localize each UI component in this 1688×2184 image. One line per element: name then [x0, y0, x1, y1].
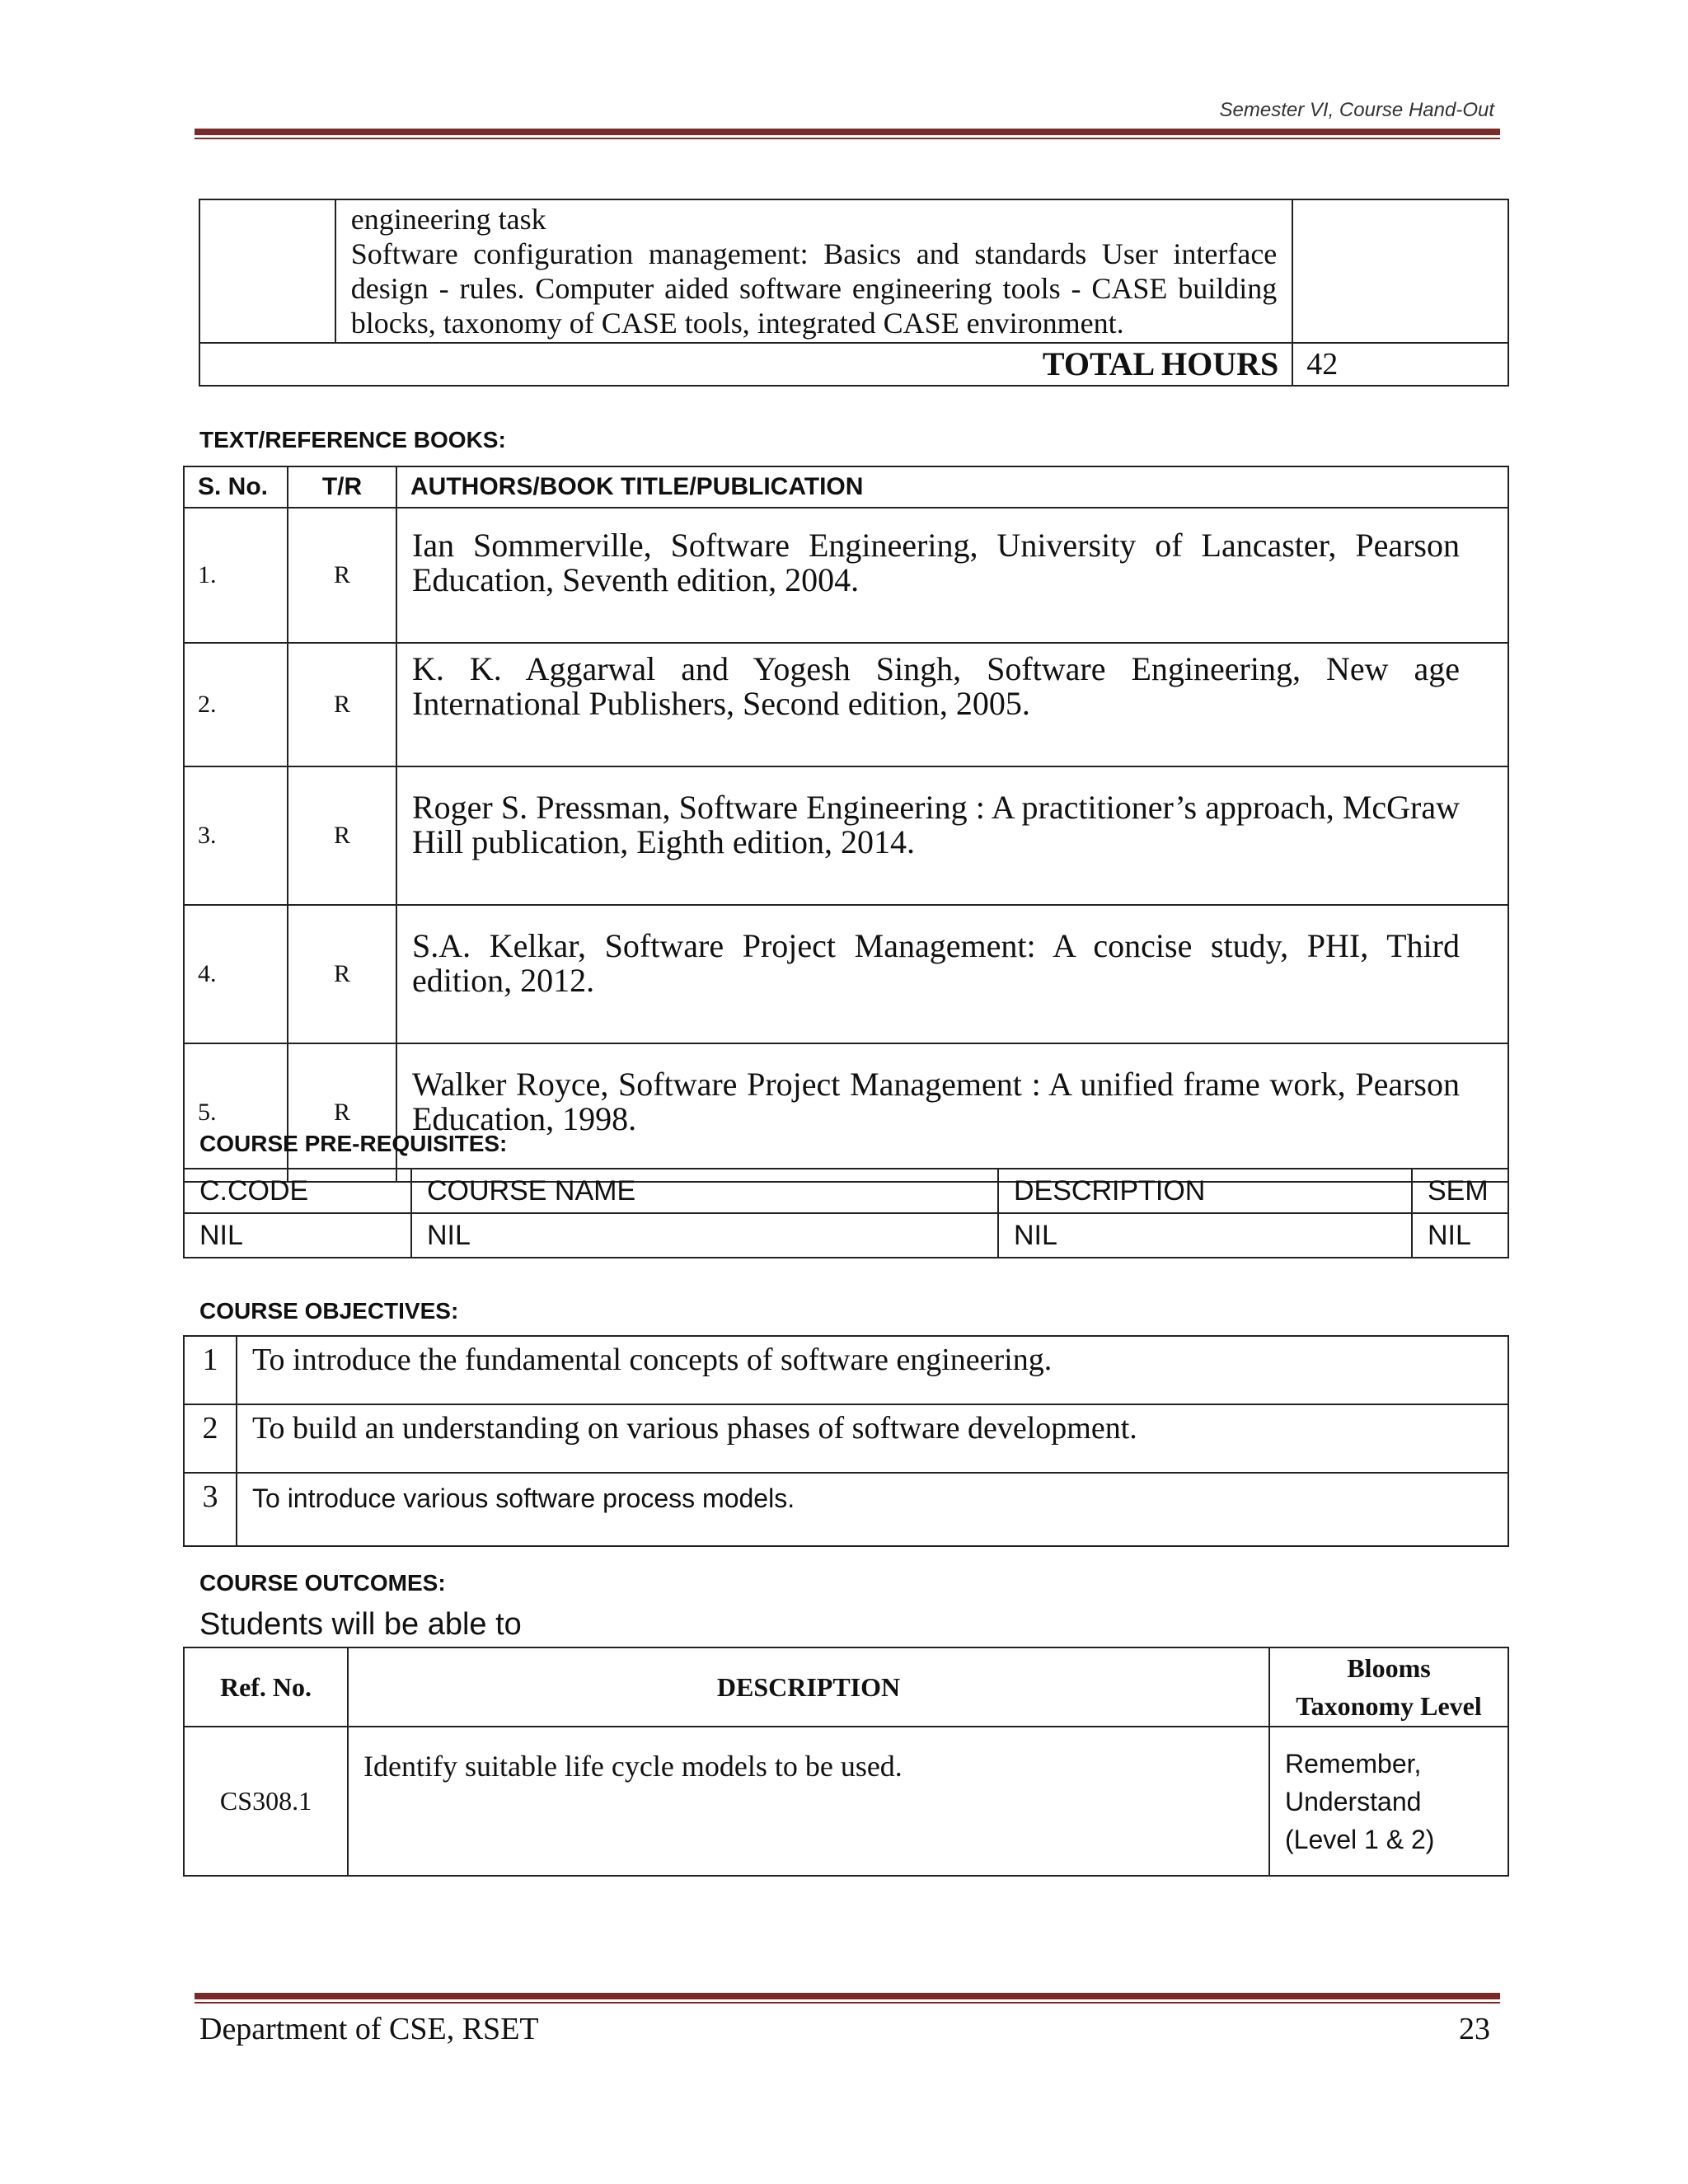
book-number: 2.	[184, 643, 288, 766]
book-type: R	[288, 1043, 396, 1182]
hours-cell	[1292, 199, 1508, 343]
book-number: 5.	[184, 1043, 288, 1182]
book-title: S.A. Kelkar, Software Project Management: A concise study, PHI, Third edition, 2012.	[396, 905, 1508, 1043]
books-header-row	[184, 466, 1508, 508]
table-row	[184, 1727, 1508, 1876]
table-row	[184, 1336, 1508, 1404]
books-table	[183, 466, 1509, 1183]
book-type: R	[288, 643, 396, 766]
table-row	[184, 766, 1508, 905]
total-hours-value: 42	[1292, 343, 1508, 386]
column-header: DESCRIPTION	[348, 1647, 1269, 1727]
book-title: Walker Royce, Software Project Management : A unified frame work, Pearson Education, 1998.	[396, 1043, 1508, 1182]
column-header-line: Blooms	[1347, 1653, 1431, 1683]
book-title: Roger S. Pressman, Software Engineering : A practitioner’s approach, McGraw Hill publication, Eighth edition, 2014.	[396, 766, 1508, 905]
column-header: Ref. No.	[184, 1647, 348, 1727]
outcome-level	[1269, 1727, 1508, 1876]
prereq-name: NIL	[411, 1213, 998, 1258]
page-number: 23	[1459, 2012, 1490, 2046]
objective-number: 2	[184, 1404, 237, 1473]
footer-rule	[195, 1993, 1500, 2004]
objective-number: 1	[184, 1336, 237, 1404]
book-type: R	[288, 905, 396, 1043]
column-header: COURSE NAME	[411, 1169, 998, 1213]
syllabus-content	[335, 199, 1293, 343]
outcome-description: Identify suitable life cycle models to be used.	[348, 1727, 1269, 1876]
column-header: AUTHORS/BOOK TITLE/PUBLICATION	[396, 466, 1508, 508]
objective-number: 3	[184, 1473, 237, 1546]
syllabus-line: engineering task	[350, 203, 546, 236]
level-line: Remember,	[1285, 1748, 1422, 1779]
column-header	[1269, 1647, 1508, 1727]
objectives-table	[183, 1335, 1509, 1547]
total-hours-label: TOTAL HOURS	[199, 343, 1292, 386]
prereq-description: NIL	[998, 1213, 1412, 1258]
table-row	[184, 1404, 1508, 1473]
outcomes-intro: Students will be able to	[199, 1607, 522, 1642]
table-row	[184, 905, 1508, 1043]
header-rule	[195, 129, 1500, 139]
column-header: S. No.	[184, 466, 288, 508]
book-title: Ian Sommerville, Software Engineering, University of Lancaster, Pearson Education, Seventh edition, 2004.	[396, 508, 1508, 643]
outcomes-title: COURSE OUTCOMES:	[199, 1570, 446, 1596]
module-cell	[199, 199, 335, 343]
prereq-code: NIL	[184, 1213, 411, 1258]
prereq-header-row	[184, 1169, 1508, 1213]
level-line: Understand	[1285, 1786, 1422, 1816]
book-type: R	[288, 508, 396, 643]
book-number: 4.	[184, 905, 288, 1043]
outcome-ref: CS308.1	[184, 1727, 348, 1876]
footer-department: Department of CSE, RSET	[199, 2012, 539, 2046]
outcomes-header-row	[184, 1647, 1508, 1727]
syllabus-table	[199, 199, 1509, 387]
table-row	[184, 1213, 1508, 1258]
prereq-table	[183, 1168, 1509, 1258]
page-header: Semester VI, Course Hand-Out	[1219, 99, 1494, 121]
book-title: K. K. Aggarwal and Yogesh Singh, Software Engineering, New age International Publishers, Second edition, 2005.	[396, 643, 1508, 766]
column-header: C.CODE	[184, 1169, 411, 1213]
book-type: R	[288, 766, 396, 905]
outcomes-table	[183, 1647, 1509, 1877]
prereq-sem: NIL	[1412, 1213, 1508, 1258]
table-row	[184, 508, 1508, 643]
column-header: T/R	[288, 466, 396, 508]
table-row	[184, 643, 1508, 766]
syllabus-line: Software configuration management: Basics and standards User interface design - rules. Computer aided software engineering tools - CASE building blocks, taxonomy of CASE tools, integrated CASE environment.	[350, 237, 1278, 340]
objectives-title: COURSE OBJECTIVES:	[199, 1298, 459, 1324]
table-row	[184, 1473, 1508, 1546]
objective-text: To build an understanding on various phases of software development.	[237, 1404, 1508, 1473]
book-number: 3.	[184, 766, 288, 905]
books-title: TEXT/REFERENCE BOOKS:	[199, 427, 506, 452]
level-line: (Level 1 & 2)	[1285, 1824, 1435, 1854]
objective-text: To introduce the fundamental concepts of software engineering.	[237, 1336, 1508, 1404]
book-number: 1.	[184, 508, 288, 643]
column-header: DESCRIPTION	[998, 1169, 1412, 1213]
table-row	[184, 1043, 1508, 1182]
objective-text: To introduce various software process models.	[237, 1473, 1508, 1546]
column-header-line: Taxonomy Level	[1296, 1691, 1482, 1721]
prereq-title: COURSE PRE-REQUISITES:	[199, 1131, 508, 1156]
column-header: SEM	[1412, 1169, 1508, 1213]
